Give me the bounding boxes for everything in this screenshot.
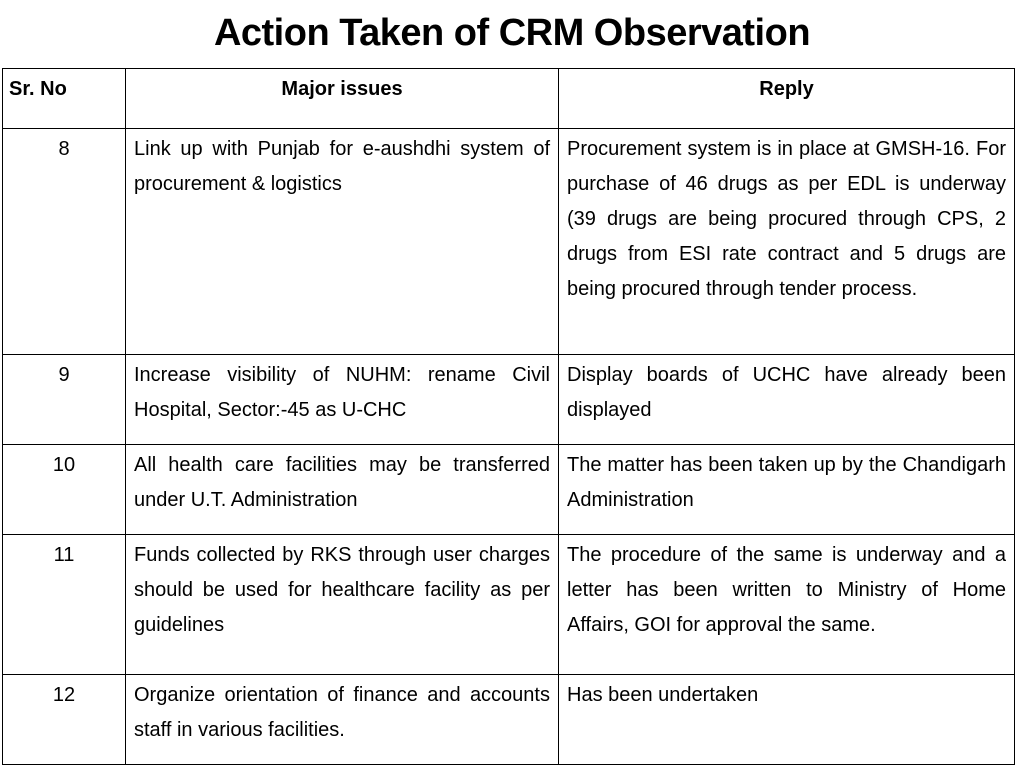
row-major-issue: Increase visibility of NUHM: rename Civil Hospital, Sector:-45 as U-CHC: [126, 355, 559, 445]
page-title: Action Taken of CRM Observation: [213, 12, 811, 54]
crm-action-table: [2, 68, 1015, 765]
row-reply: The procedure of the same is underway and a letter has been written to Ministry of Home Affairs, GOI for approval the same.: [559, 535, 1015, 675]
header-reply: Reply: [559, 69, 1015, 129]
row-reply: Has been undertaken: [559, 675, 1015, 765]
row-major-issue: Link up with Punjab for e-aushdhi system of procurement & logistics: [126, 129, 559, 355]
row-major-issue: Funds collected by RKS through user charges should be used for healthcare facility as per guidelines: [126, 535, 559, 675]
row-sr-no: 8: [3, 129, 126, 355]
table-row: [3, 129, 1015, 355]
row-reply: Display boards of UCHC have already been displayed: [559, 355, 1015, 445]
table-row: [3, 535, 1015, 675]
row-reply: The matter has been taken up by the Chandigarh Administration: [559, 445, 1015, 535]
table-row: [3, 355, 1015, 445]
row-reply: Procurement system is in place at GMSH-16. For purchase of 46 drugs as per EDL is underway (39 drugs are being procured through CPS, 2 drugs from ESI rate contract and 5 drugs are being procured through tender process.: [559, 129, 1015, 355]
table-row: [3, 675, 1015, 765]
row-sr-no: 12: [3, 675, 126, 765]
table-header-row: [3, 69, 1015, 129]
header-sr-no: Sr. No: [3, 69, 126, 129]
row-sr-no: 9: [3, 355, 126, 445]
row-major-issue: All health care facilities may be transferred under U.T. Administration: [126, 445, 559, 535]
header-major-issues: Major issues: [126, 69, 559, 129]
row-sr-no: 11: [3, 535, 126, 675]
row-major-issue: Organize orientation of finance and accounts staff in various facilities.: [126, 675, 559, 765]
row-sr-no: 10: [3, 445, 126, 535]
table-row: [3, 445, 1015, 535]
